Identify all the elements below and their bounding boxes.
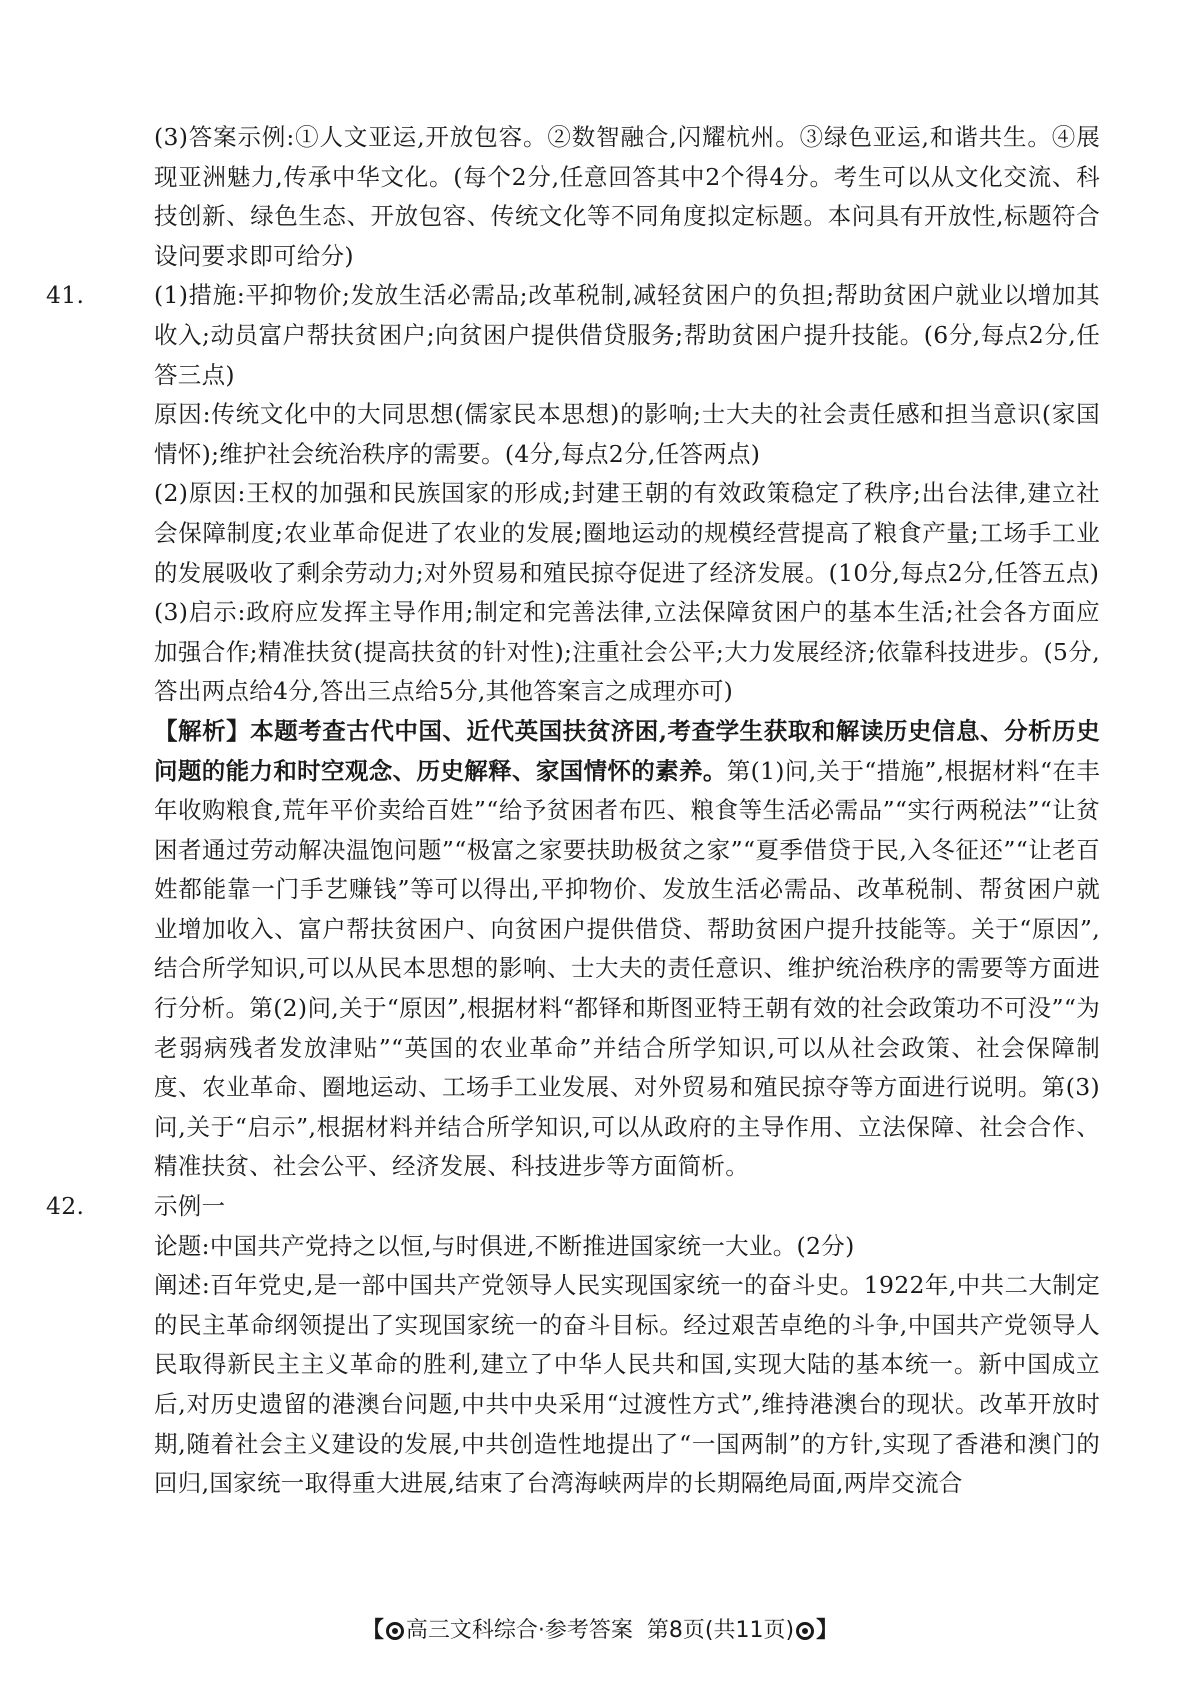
q42-thesis: 论题:中国共产党持之以恒,与时俱进,不断推进国家统一大业。(2分) xyxy=(154,1231,855,1260)
q41-number: 41. xyxy=(46,281,85,310)
q42 xyxy=(46,1187,1100,1504)
q41-reason: 原因:传统文化中的大同思想(儒家民本思想)的影响;士大夫的社会责任感和担当意识(家国情怀);维护社会统治秩序的需要。(4分,每点2分,任答两点) xyxy=(154,400,1100,468)
q42-number: 42. xyxy=(46,1192,85,1221)
logo-icon xyxy=(796,1622,814,1640)
page-footer xyxy=(0,1616,1200,1646)
q41-analysis xyxy=(154,712,1100,1187)
footer-left-bracket: 【 xyxy=(361,1618,384,1643)
q41 xyxy=(46,276,1100,1187)
q41-analysis-body: 第(1)问,关于“措施”,根据材料“在丰年收购粮食,荒年平价卖给百姓”“给予贫困者布匹、粮食等生活必需品”“实行两税法”“让贫困者通过劳动解决温饱问题”“极富之家要扶助极贫之家”“夏季借贷于民,入冬征还”“让老百姓都能靠一门手艺赚钱”等可以得出,平抑物价、发放生活必需品、改革税制、帮贫困户就业增加收入、富户帮扶贫困户、向贫困户提供借贷、帮助贫困户提升技能等。关于“原因”,结合所学知识,可以从民本思想的影响、士大夫的责任意识、维护统治秩序的需要等方面进行分析。第(2)问,关于“原因”,根据材料“都铎和斯图亚特王朝有效的社会政策功不可没”“为老弱病残者发放津贴”“英国的农业革命”并结合所学知识,可以从社会政策、社会保障制度、农业革命、圈地运动、工场手工业发展、对外贸易和殖民掠夺等方面进行说明。第(3)问,关于“启示”,根据材料并结合所学知识,可以从政府的主导作用、立法保障、社会合作、精准扶贫、社会公平、经济发展、科技进步等方面简析。 xyxy=(154,756,1100,1181)
q41-part1: (1)措施:平抑物价;发放生活必需品;改革税制,减轻贫困户的负担;帮助贫困户就业以增加其收入;动员富户帮扶贫困户;向贫困户提供借贷服务;帮助贫困户提升技能。(6分,每点2分,任答三点) xyxy=(154,281,1100,389)
page-content xyxy=(46,118,1100,1504)
q42-argument: 阐述:百年党史,是一部中国共产党领导人民实现国家统一的奋斗史。1922年,中共二大制定的民主革命纲领提出了实现国家统一的奋斗目标。经过艰苦卓绝的斗争,中国共产党领导人民取得新民主主义革命的胜利,建立了中华人民共和国,实现大陆的基本统一。新中国成立后,对历史遗留的港澳台问题,中共中央采用“过渡性方式”,维持港澳台的现状。改革开放时期,随着社会主义建设的发展,中共创造性地提出了“一国两制”的方针,实现了香港和澳门的回归,国家统一取得重大进展,结束了台湾海峡两岸的长期隔绝局面,两岸交流合 xyxy=(154,1271,1100,1498)
q41-part3: (3)启示:政府应发挥主导作用;制定和完善法律,立法保障贫困户的基本生活;社会各方面应加强合作;精准扶贫(提高扶贫的针对性);注重社会公平;大力发展经济;依靠科技进步。(5分,答出两点给4分,答出三点给5分,其他答案言之成理亦可) xyxy=(154,598,1100,706)
footer-right-bracket: 】 xyxy=(816,1618,839,1643)
q42-example-label: 示例一 xyxy=(154,1192,226,1221)
q41-analysis-heading: 【解析】本题考查古代中国、近代英国扶贫济困,考查学生获取和解读历史信息、分析历史问题的能力和时空观念、历史解释、家国情怀的素养。 xyxy=(154,716,1100,785)
q41-part2: (2)原因:王权的加强和民族国家的形成;封建王朝的有效政策稳定了秩序;出台法律,建立社会保障制度;农业革命促进了农业的发展;圈地运动的规模经营提高了粮食产量;工场手工业的发展吸收了剩余劳动力;对外贸易和殖民掠夺促进了经济发展。(10分,每点2分,任答五点) xyxy=(154,479,1100,587)
footer-page-number: 第8页(共11页) xyxy=(646,1618,795,1643)
q40-part3-text: (3)答案示例:①人文亚运,开放包容。②数智融合,闪耀杭州。③绿色亚运,和谐共生。④展现亚洲魅力,传承中华文化。(每个2分,任意回答其中2个得4分。考生可以从文化交流、科技创新、绿色生态、开放包容、传统文化等不同角度拟定标题。本问具有开放性,标题符合设问要求即可给分) xyxy=(154,123,1100,270)
logo-icon xyxy=(386,1622,404,1640)
q40-part3 xyxy=(100,118,1100,276)
footer-title: 高三文科综合·参考答案 xyxy=(405,1618,633,1643)
